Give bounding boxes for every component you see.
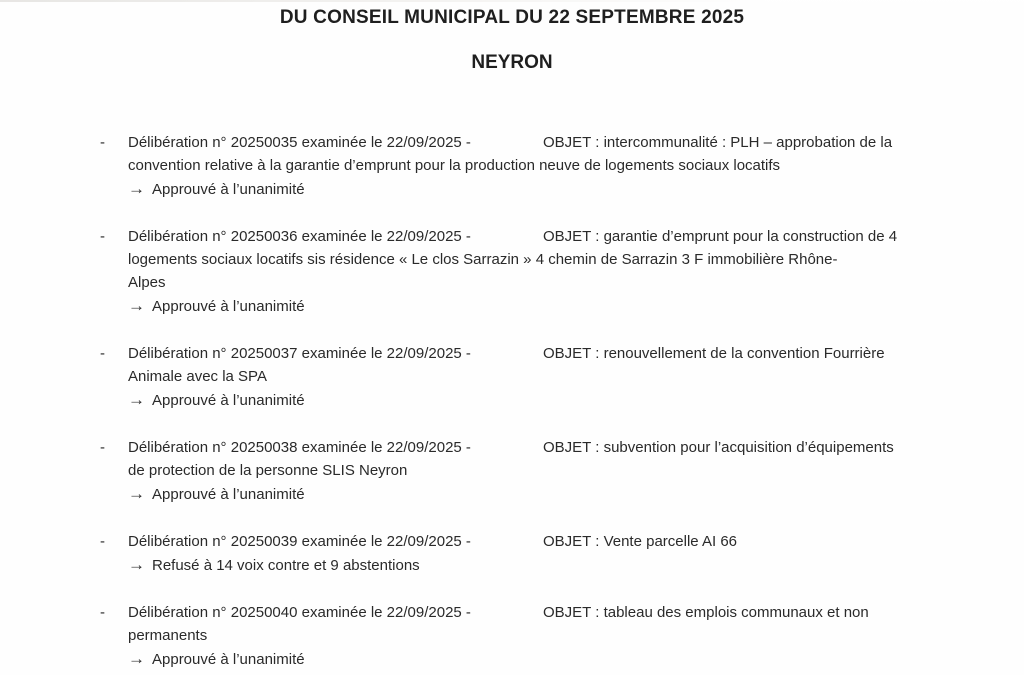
- result-line: [128, 482, 988, 506]
- item-first-line: [128, 530, 988, 553]
- result-text: Approuvé à l’unanimité: [152, 651, 305, 668]
- deliberation-item: [0, 131, 1024, 201]
- item-continuation-line: de protection de la personne SLIS Neyron: [128, 462, 408, 479]
- result-line: [128, 553, 988, 577]
- item-ref: Délibération n° 20250037 examinée le 22/09/2025 -: [128, 345, 471, 362]
- result-line: [128, 388, 988, 412]
- item-first-line: [128, 342, 988, 365]
- item-ref: Délibération n° 20250040 examinée le 22/09/2025 -: [128, 604, 471, 621]
- item-objet: OBJET : renouvellement de la convention Fourrière: [543, 345, 885, 362]
- deliberation-item: [0, 601, 1024, 671]
- bullet-dash: -: [100, 604, 105, 621]
- deliberation-item: [0, 436, 1024, 506]
- item-continuation-line: Animale avec la SPA: [128, 368, 267, 385]
- arrow-right-icon: →: [128, 390, 145, 409]
- result-text: Approuvé à l’unanimité: [152, 298, 305, 315]
- item-ref: Délibération n° 20250035 examinée le 22/09/2025 -: [128, 134, 471, 151]
- item-first-line: [128, 436, 988, 459]
- bullet-dash: -: [100, 228, 105, 245]
- arrow-right-icon: →: [128, 179, 145, 198]
- item-first-line: [128, 131, 988, 154]
- result-text: Approuvé à l’unanimité: [152, 392, 305, 409]
- item-ref: Délibération n° 20250036 examinée le 22/09/2025 -: [128, 228, 471, 245]
- bullet-dash: -: [100, 345, 105, 362]
- result-text: Approuvé à l’unanimité: [152, 486, 305, 503]
- item-content: [128, 436, 988, 506]
- result-line: [128, 294, 988, 318]
- item-content: [128, 342, 988, 412]
- result-line: [128, 647, 988, 671]
- item-continuation-line: permanents: [128, 627, 208, 644]
- item-objet: OBJET : garantie d’emprunt pour la construction de 4: [543, 228, 898, 245]
- item-first-line: [128, 225, 988, 248]
- item-objet: OBJET : subvention pour l’acquisition d’équipements: [543, 439, 894, 456]
- item-ref: Délibération n° 20250039 examinée le 22/09/2025 -: [128, 533, 471, 550]
- item-content: [128, 601, 988, 671]
- item-objet: OBJET : intercommunalité : PLH – approbation de la: [543, 134, 893, 151]
- deliberation-item: [0, 342, 1024, 412]
- item-continuation-line: logements sociaux locatifs sis résidence « Le clos Sarrazin » 4 chemin de Sarrazin 3 F immobilière Rhône-: [128, 251, 838, 268]
- arrow-right-icon: →: [128, 649, 145, 668]
- result-line: [128, 177, 988, 201]
- arrow-right-icon: →: [128, 296, 145, 315]
- deliberation-list: [0, 131, 1024, 671]
- item-continuation-line: Alpes: [128, 274, 166, 291]
- item-objet: OBJET : tableau des emplois communaux et non: [543, 604, 869, 621]
- result-text: Approuvé à l’unanimité: [152, 181, 305, 198]
- arrow-right-icon: →: [128, 555, 145, 574]
- scan-artifact: [0, 0, 1024, 2]
- deliberation-item: [0, 530, 1024, 577]
- arrow-right-icon: →: [128, 484, 145, 503]
- deliberation-item: [0, 225, 1024, 318]
- bullet-dash: -: [100, 134, 105, 151]
- item-ref: Délibération n° 20250038 examinée le 22/09/2025 -: [128, 439, 471, 456]
- commune-name: NEYRON: [471, 52, 553, 73]
- result-text: Refusé à 14 voix contre et 9 abstentions: [152, 557, 420, 574]
- item-content: [128, 225, 988, 318]
- page-title: DU CONSEIL MUNICIPAL DU 22 SEPTEMBRE 2025: [279, 7, 745, 28]
- bullet-dash: -: [100, 533, 105, 550]
- bullet-dash: -: [100, 439, 105, 456]
- item-objet: OBJET : Vente parcelle AI 66: [543, 533, 738, 550]
- item-continuation-line: convention relative à la garantie d’emprunt pour la production neuve de logements sociaux locatifs: [128, 157, 781, 174]
- item-content: [128, 131, 988, 201]
- item-content: [128, 530, 988, 577]
- item-first-line: [128, 601, 988, 624]
